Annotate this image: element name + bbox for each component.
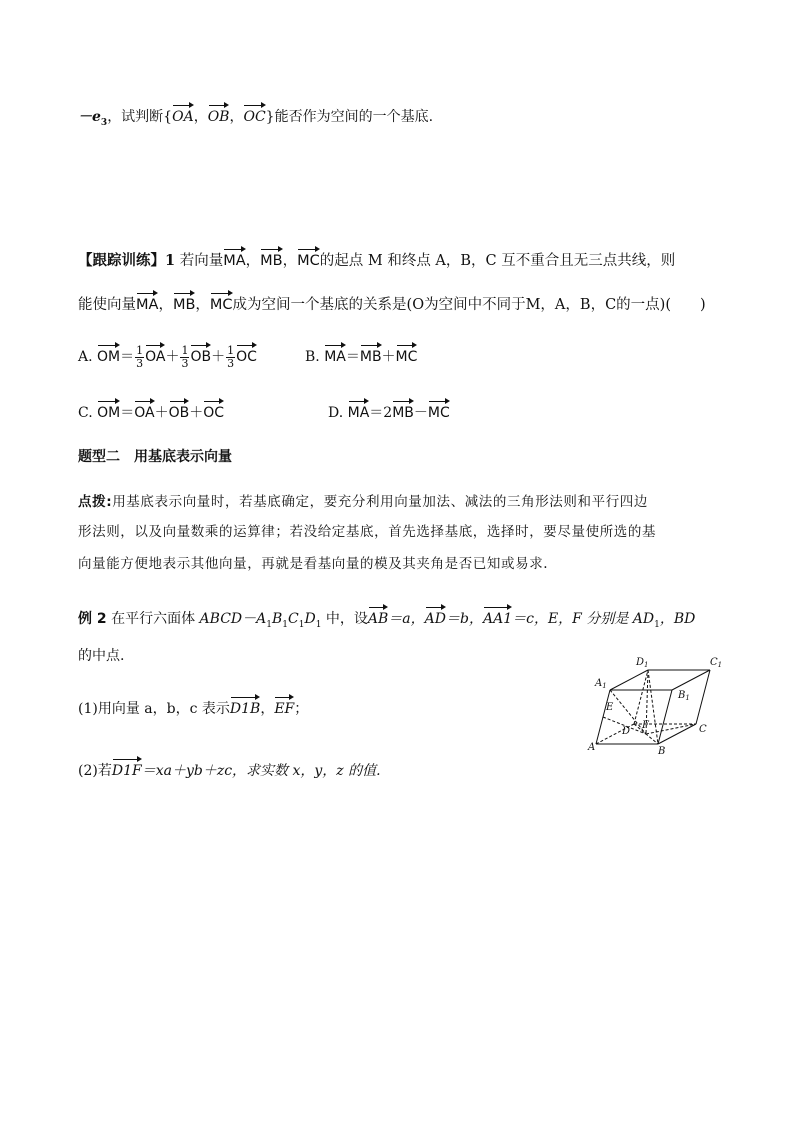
label-b1: $B_1$ (678, 690, 690, 702)
label-e: E (606, 702, 614, 713)
tip-line-1: 点拨:用基底表示向量时，若基底确定，要充分利用向量加法、减法的三角形法则和平行四边 (78, 494, 649, 510)
label-c: C (699, 724, 707, 735)
example-label: 例 2 (78, 611, 107, 627)
training-line-1: 【跟踪训练】1 若向量MA，MB，MC的起点 M 和终点 A，B，C 互不重合且无三点共线，则 (78, 248, 675, 271)
training-line-2: 能使向量MA，MB，MC成为空间一个基底的关系是(O为空间中不同于M，A，B，C的一点)( ) (78, 292, 706, 315)
example-question-1: (1)用向量 a，b，c 表示D1B，EF； (78, 696, 308, 719)
tip-line-3: 向量能方便地表示其他向量，再就是看基向量的模及其夹角是否已知或易求. (78, 556, 549, 572)
label-d: D (622, 726, 631, 737)
example-question-2: (2)若D1F＝xa＋yb＋zc，求实数 x，y，z 的值. (78, 758, 381, 781)
example-line-1: 例 2 在平行六面体 $ABCD-A_1B_1C_1D_1$ 中，设AB＝a，AD＝b，AA1＝c，E，F 分别是 $AD_1$，BD (78, 606, 695, 635)
vector-oa: OA (172, 104, 194, 127)
option-d[interactable]: D. MA＝2MB－MC (328, 400, 450, 423)
option-c[interactable]: C. OM＝OA＋OB＋OC (78, 400, 224, 423)
tip-label: 点拨: (78, 494, 113, 510)
fraction-one-third: $\frac{1}{3}$ (136, 343, 144, 370)
vector-oc: OC (243, 104, 265, 127)
section-title: 题型二 用基底表示向量 (78, 449, 232, 465)
vector-ob: OB (208, 104, 230, 127)
training-tag: 【跟踪训练】 (78, 253, 165, 269)
minus-e3: －e (78, 109, 101, 125)
label-a: A (588, 742, 596, 753)
vector-ma: MA (223, 248, 245, 271)
vector-mb: MB (260, 248, 282, 271)
parallelepiped-figure (582, 652, 732, 758)
example-line-2: 的中点. (78, 648, 125, 664)
label-f: F (642, 720, 649, 731)
label-c1: $C_1$ (710, 657, 723, 669)
option-b[interactable]: B. MA＝MB＋MC (305, 344, 417, 367)
label-a1: $A_1$ (595, 678, 607, 690)
continued-statement: $-e_3$，试判断{OA，OB，OC}能否作为空间的一个基底. (78, 104, 433, 133)
label-d1: $D_1$ (636, 657, 649, 669)
vector-mc: MC (297, 248, 320, 271)
option-a[interactable]: A. OM＝ $\frac{1}{3}$ OA＋ $\frac{1}{3}$ OB＋ $\frac{1}{3}$ OC (78, 343, 257, 370)
tip-line-2: 形法则，以及向量数乘的运算律；若没给定基底，首先选择基底，选择时，要尽量使所选的基 (78, 524, 657, 540)
label-b: B (658, 746, 666, 757)
